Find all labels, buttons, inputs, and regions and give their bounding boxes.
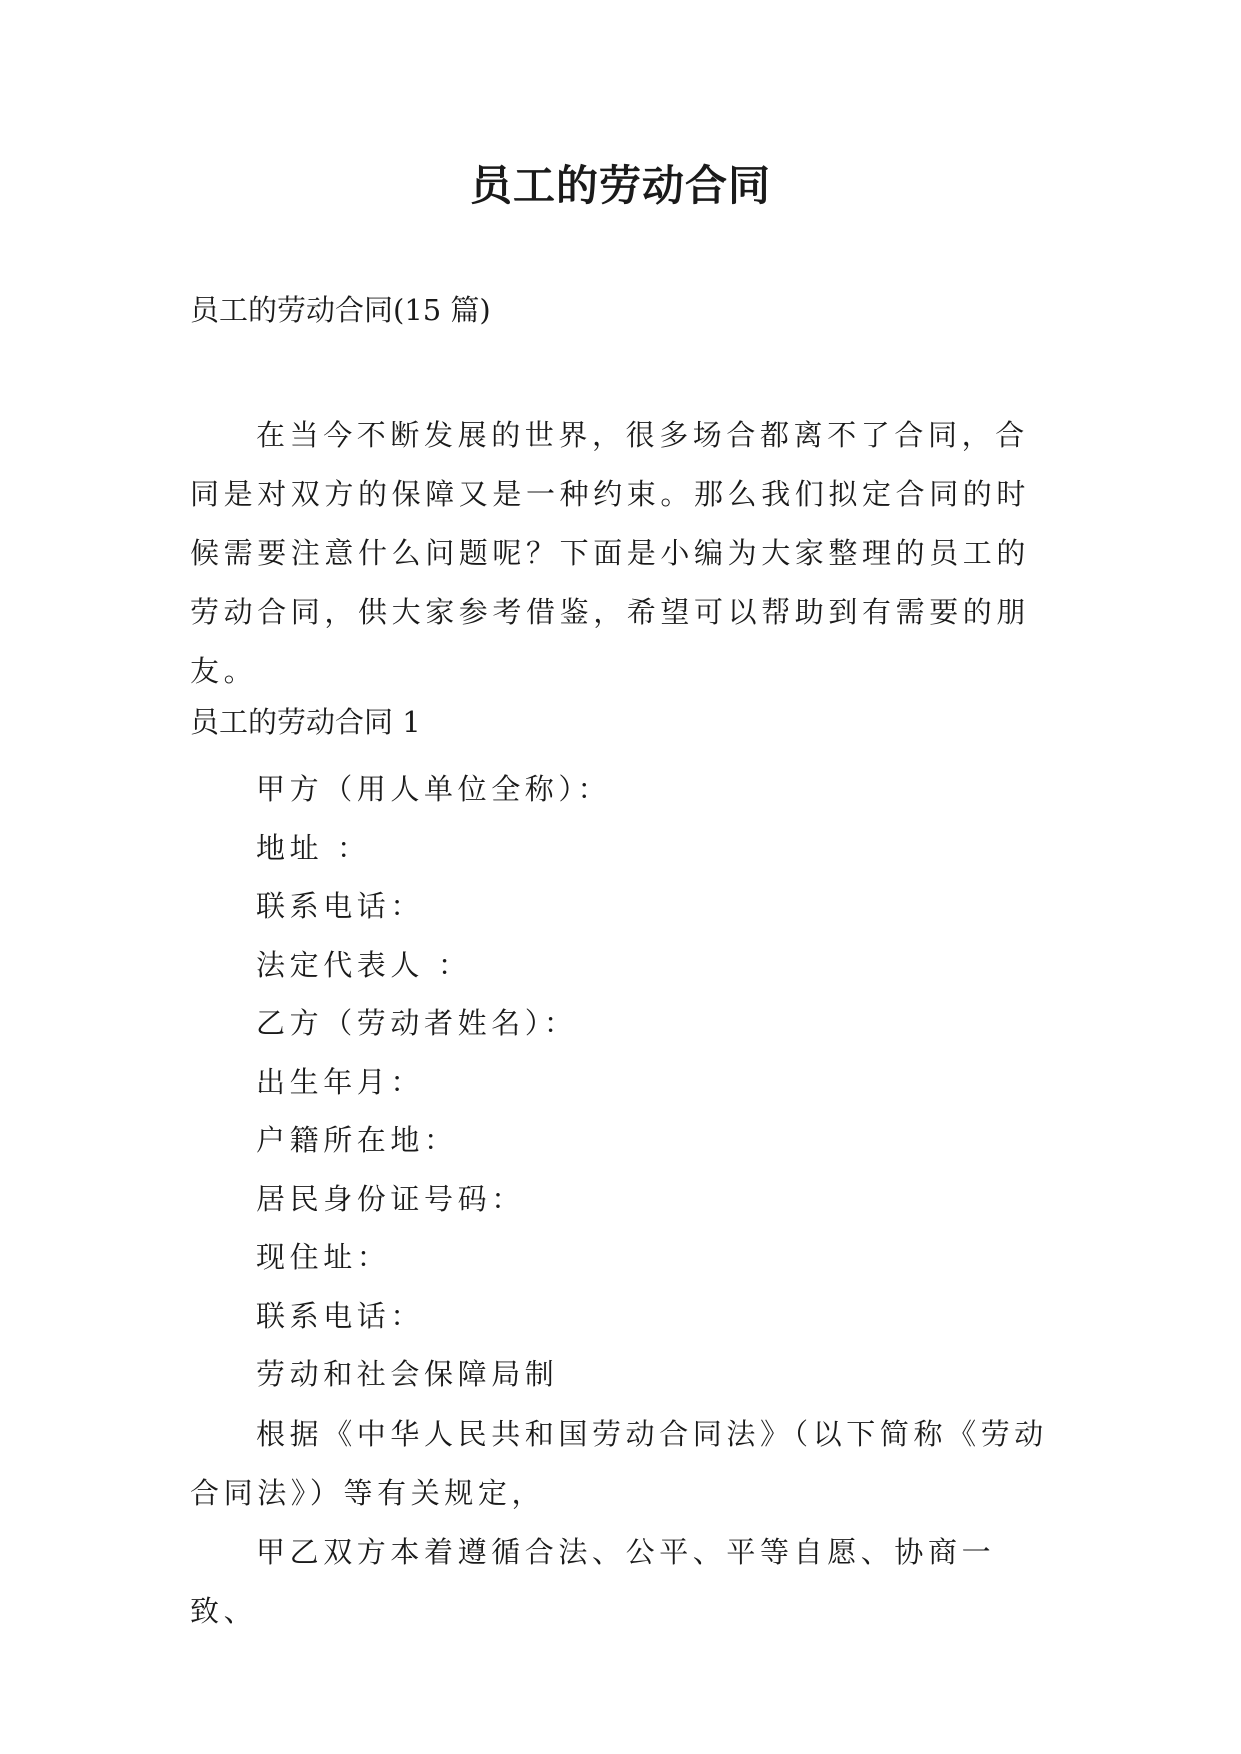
field-issuer: 劳动和社会保障局制 xyxy=(256,1357,559,1391)
field-address: 地址 ： xyxy=(256,830,371,865)
field-legal-rep: 法定代表人 ： xyxy=(256,947,472,982)
field-phone-a: 联系电话： xyxy=(256,889,425,923)
document-subtitle: 员工的劳动合同(15 篇) xyxy=(190,293,491,327)
document-title: 员工的劳动合同 xyxy=(469,161,771,210)
body-paragraph-1: 根据《中华人民共和国劳动合同法》（以下简称《劳动合同法》）等有关规定， xyxy=(190,1417,1048,1510)
intro-paragraph: 在当今不断发展的世界，很多场合都离不了合同，合同是对双方的保障又是一种约束。那么我们拟定合同的时候需要注意什么问题呢？下面是小编为大家整理的员工的劳动合同，供大家参考借鉴，希望可以帮助到有需要的朋友。 xyxy=(190,418,1031,688)
field-birth-date: 出生年月： xyxy=(256,1064,425,1099)
field-phone-b: 联系电话： xyxy=(256,1298,425,1333)
field-current-address: 现住址： xyxy=(256,1240,391,1274)
field-id-number: 居民身份证号码： xyxy=(256,1181,525,1216)
field-party-a: 甲方（用人单位全称）： xyxy=(256,772,612,806)
body-paragraph-2: 甲乙双方本着遵循合法、公平、平等自愿、协商一致、 xyxy=(190,1535,996,1628)
field-household-registration: 户籍所在地： xyxy=(256,1123,458,1157)
field-party-b: 乙方（劳动者姓名）： xyxy=(256,1006,578,1040)
contract-field-list xyxy=(256,760,611,1404)
section-heading: 员工的劳动合同 1 xyxy=(190,705,421,739)
